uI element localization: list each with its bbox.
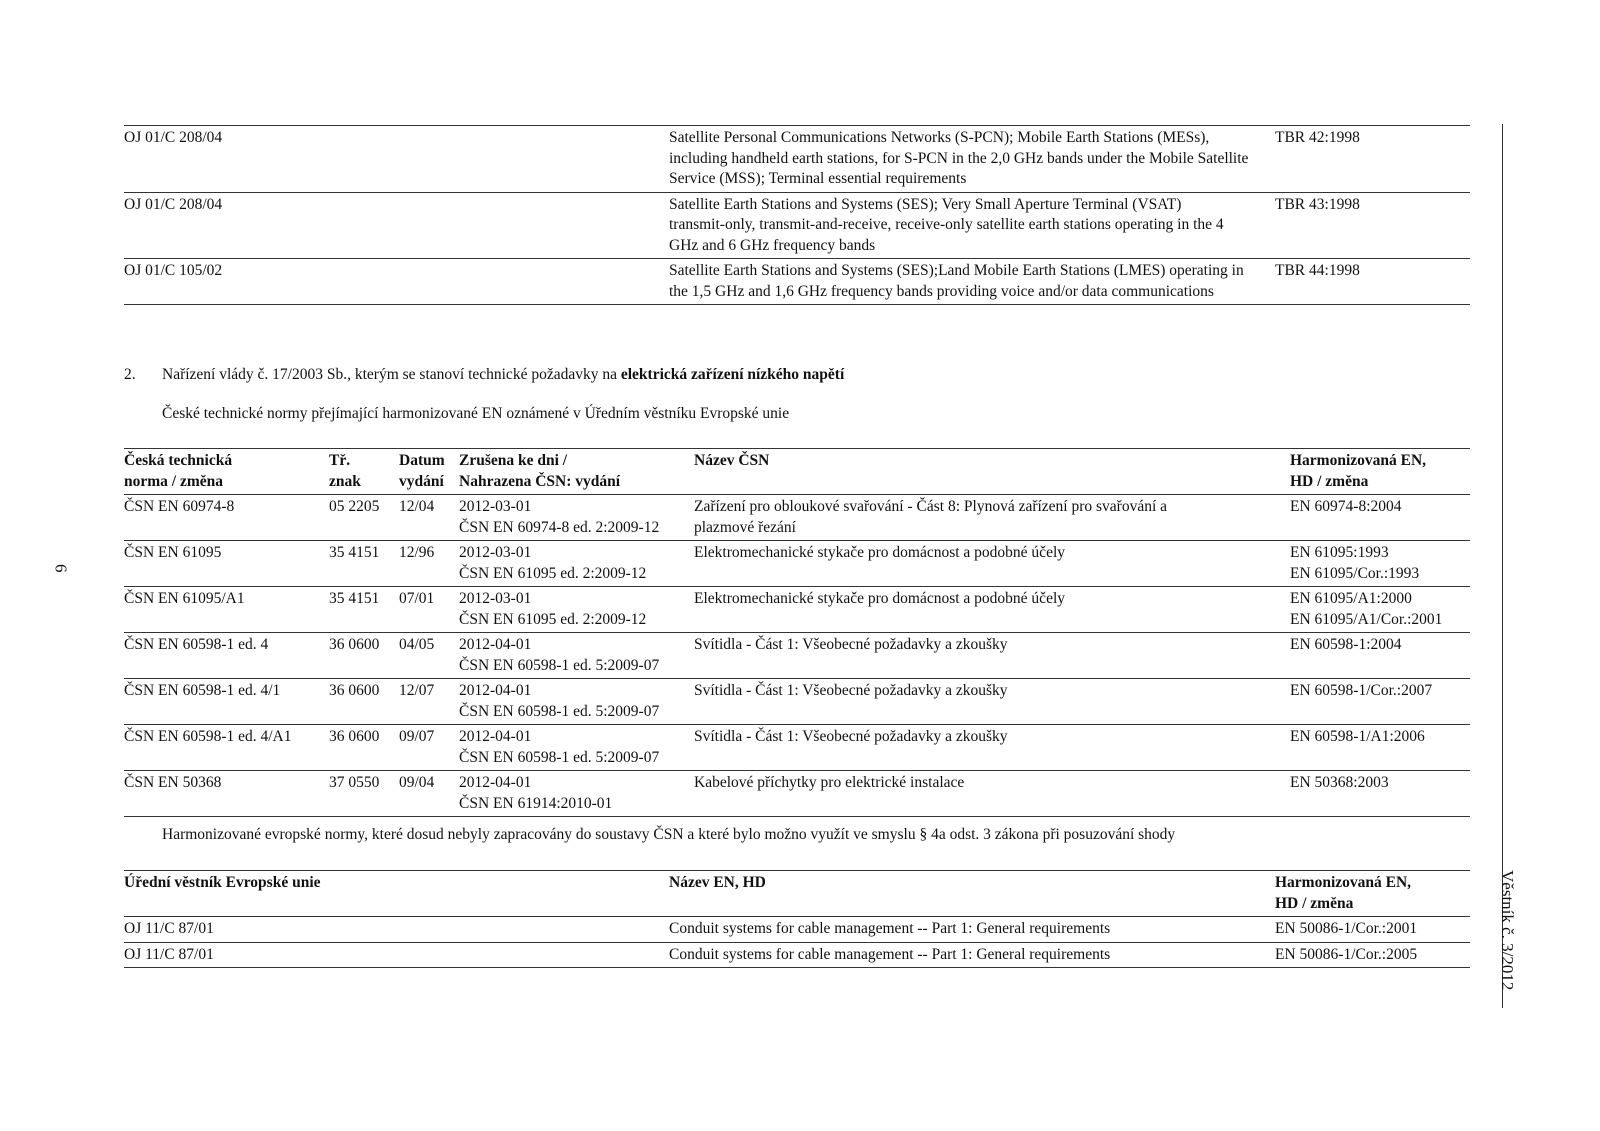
header-class-code: Tř. znak — [329, 449, 399, 495]
norm-title: Svítidla - Část 1: Všeobecné požadavky a zkoušky — [694, 633, 1290, 679]
norm-code: ČSN EN 61095/A1 — [124, 587, 329, 633]
class-code: 35 4151 — [329, 541, 399, 587]
page-number: 6 — [51, 564, 71, 573]
harmonized-norm: EN 60598-1/A1:2006 — [1290, 728, 1425, 745]
harmonized-norm: EN 50368:2003 — [1290, 774, 1389, 791]
harmonized-norm: EN 60974-8:2004 — [1290, 498, 1402, 515]
standard-title: Conduit systems for cable management -- Part 1: General requirements — [669, 942, 1275, 968]
harmonized-norm: EN 60598-1/Cor.:2007 — [1290, 682, 1433, 699]
header-withdrawn: Zrušena ke dni / Nahrazena ČSN: vydání — [459, 449, 694, 495]
oj-reference: OJ 01/C 208/04 — [124, 126, 669, 193]
withdrawn-date: 2012-04-01 — [459, 774, 532, 791]
harmonized-cell — [1290, 633, 1470, 679]
class-code: 36 0600 — [329, 725, 399, 771]
section-number: 2. — [124, 366, 136, 383]
replaced-by: ČSN EN 60974-8 ed. 2:2009-12 — [459, 518, 660, 536]
table-row — [124, 917, 1470, 943]
header-harmonized: Harmonizovaná EN, HD / změna — [1275, 871, 1470, 917]
replaced-by: ČSN EN 61914:2010-01 — [459, 794, 613, 812]
harmonized-cell — [1290, 587, 1470, 633]
standard-title: Satellite Personal Communications Networks (S-PCN); Mobile Earth Stations (MESs), including handheld earth stations, for S-PCN in the 2,0 GHz bands under the Mobile Satellite Service (MSS); Terminal essential requirements — [669, 126, 1275, 193]
table-row — [124, 725, 1470, 771]
standard-code: TBR 44:1998 — [1275, 259, 1470, 305]
class-code: 05 2205 — [329, 495, 399, 541]
table-row — [124, 587, 1470, 633]
header-issue-date: Datum vydání — [399, 449, 459, 495]
header-oj: Úřední věstník Evropské unie — [124, 871, 669, 917]
satellite-standards-table — [124, 125, 1470, 305]
table-row — [124, 679, 1470, 725]
section-title-text: Nařízení vlády č. 17/2003 Sb., kterým se stanoví technické požadavky na — [162, 366, 621, 383]
table-row — [124, 633, 1470, 679]
harmonized-cell — [1290, 541, 1470, 587]
table-row — [124, 259, 1470, 305]
header-norm: Česká technická norma / změna — [124, 449, 329, 495]
section-title-emphasis: elektrická zařízení nízkého napětí — [620, 366, 845, 383]
standard-code: TBR 42:1998 — [1275, 126, 1470, 193]
withdrawn-cell — [459, 771, 694, 817]
oj-reference: OJ 01/C 105/02 — [124, 259, 669, 305]
replaced-by: ČSN EN 60598-1 ed. 5:2009-07 — [459, 748, 660, 766]
standard-title: Satellite Earth Stations and Systems (SES); Very Small Aperture Terminal (VSAT) transmit-only, transmit-and-receive, receive-only satellite earth stations operating in the 4 GHz and 6 GHz frequency bands — [669, 192, 1275, 259]
norm-title: Elektromechanické stykače pro domácnost a podobné účely — [694, 541, 1290, 587]
withdrawn-date: 2012-03-01 — [459, 498, 532, 515]
replaced-by: ČSN EN 61095 ed. 2:2009-12 — [459, 564, 647, 582]
header-title: Název ČSN — [694, 449, 1290, 495]
norm-code: ČSN EN 60598-1 ed. 4 — [124, 633, 329, 679]
norm-code: ČSN EN 60974-8 — [124, 495, 329, 541]
table-row — [124, 495, 1470, 541]
issue-date: 07/01 — [399, 587, 459, 633]
table-header-row — [124, 449, 1470, 495]
harmonized-norm: EN 50086-1/Cor.:2001 — [1275, 917, 1470, 943]
issue-date: 09/07 — [399, 725, 459, 771]
header-title: Název EN, HD — [669, 871, 1275, 917]
oj-reference: OJ 11/C 87/01 — [124, 917, 669, 943]
section-subtitle: České technické normy přejímající harmonizované EN oznámené v Úředním věstníku Evropské unie — [162, 405, 790, 422]
header-harmonized: Harmonizovaná EN, HD / změna — [1290, 449, 1470, 495]
withdrawn-date: 2012-03-01 — [459, 590, 532, 607]
table-row — [124, 126, 1470, 193]
section-title — [162, 365, 844, 386]
harmonized-cell — [1290, 679, 1470, 725]
table-header-row — [124, 871, 1470, 917]
replaced-by: ČSN EN 61095 ed. 2:2009-12 — [459, 610, 647, 628]
withdrawn-cell — [459, 679, 694, 725]
withdrawn-date: 2012-04-01 — [459, 728, 532, 745]
withdrawn-cell — [459, 587, 694, 633]
class-code: 35 4151 — [329, 587, 399, 633]
harmonized-norm: EN 61095:1993 — [1290, 544, 1389, 561]
table-row — [124, 771, 1470, 817]
class-code: 36 0600 — [329, 679, 399, 725]
norm-title: Kabelové příchytky pro elektrické instalace — [694, 771, 1290, 817]
harmonized-norm: EN 60598-1:2004 — [1290, 636, 1402, 653]
withdrawn-cell — [459, 725, 694, 771]
norm-title: Zařízení pro obloukové svařování - Část 8: Plynová zařízení pro svařování a plazmové řezání — [694, 495, 1290, 541]
table-row — [124, 192, 1470, 259]
harmonized-note: Harmonizované evropské normy, které dosud nebyly zapracovány do soustavy ČSN a které bylo možno využít ve smyslu § 4a odst. 3 zákona při posuzování shody — [162, 826, 1176, 843]
eu-standards-table — [124, 870, 1470, 968]
harmonized-cell — [1290, 725, 1470, 771]
withdrawn-cell — [459, 541, 694, 587]
norm-code: ČSN EN 60598-1 ed. 4/1 — [124, 679, 329, 725]
issue-date: 09/04 — [399, 771, 459, 817]
withdrawn-date: 2012-04-01 — [459, 636, 532, 653]
czech-standards-table — [124, 448, 1470, 817]
issue-date: 12/07 — [399, 679, 459, 725]
replaced-by: ČSN EN 60598-1 ed. 5:2009-07 — [459, 656, 660, 674]
issue-date: 04/05 — [399, 633, 459, 679]
norm-code: ČSN EN 61095 — [124, 541, 329, 587]
oj-reference: OJ 11/C 87/01 — [124, 942, 669, 968]
table-row — [124, 942, 1470, 968]
harmonized-norm: EN 61095/A1:2000 — [1290, 590, 1412, 607]
issue-date: 12/96 — [399, 541, 459, 587]
norm-title: Svítidla - Část 1: Všeobecné požadavky a zkoušky — [694, 725, 1290, 771]
class-code: 37 0550 — [329, 771, 399, 817]
standard-code: TBR 43:1998 — [1275, 192, 1470, 259]
standard-title: Satellite Earth Stations and Systems (SES);Land Mobile Earth Stations (LMES) operating in the 1,5 GHz and 1,6 GHz frequency bands providing voice and/or data communications — [669, 259, 1275, 305]
norm-code: ČSN EN 60598-1 ed. 4/A1 — [124, 725, 329, 771]
norm-code: ČSN EN 50368 — [124, 771, 329, 817]
norm-title: Elektromechanické stykače pro domácnost a podobné účely — [694, 587, 1290, 633]
withdrawn-date: 2012-03-01 — [459, 544, 532, 561]
harmonized-cell — [1290, 495, 1470, 541]
withdrawn-cell — [459, 495, 694, 541]
journal-issue: Věstník č. 3/2012 — [1498, 870, 1517, 991]
oj-reference: OJ 01/C 208/04 — [124, 192, 669, 259]
harmonized-amendment: EN 61095/A1/Cor.:2001 — [1290, 610, 1443, 628]
harmonized-amendment: EN 61095/Cor.:1993 — [1290, 564, 1420, 582]
replaced-by: ČSN EN 60598-1 ed. 5:2009-07 — [459, 702, 660, 720]
harmonized-cell — [1290, 771, 1470, 817]
table-row — [124, 541, 1470, 587]
withdrawn-date: 2012-04-01 — [459, 682, 532, 699]
standard-title: Conduit systems for cable management -- Part 1: General requirements — [669, 917, 1275, 943]
withdrawn-cell — [459, 633, 694, 679]
class-code: 36 0600 — [329, 633, 399, 679]
issue-date: 12/04 — [399, 495, 459, 541]
norm-title: Svítidla - Část 1: Všeobecné požadavky a zkoušky — [694, 679, 1290, 725]
harmonized-norm: EN 50086-1/Cor.:2005 — [1275, 942, 1470, 968]
